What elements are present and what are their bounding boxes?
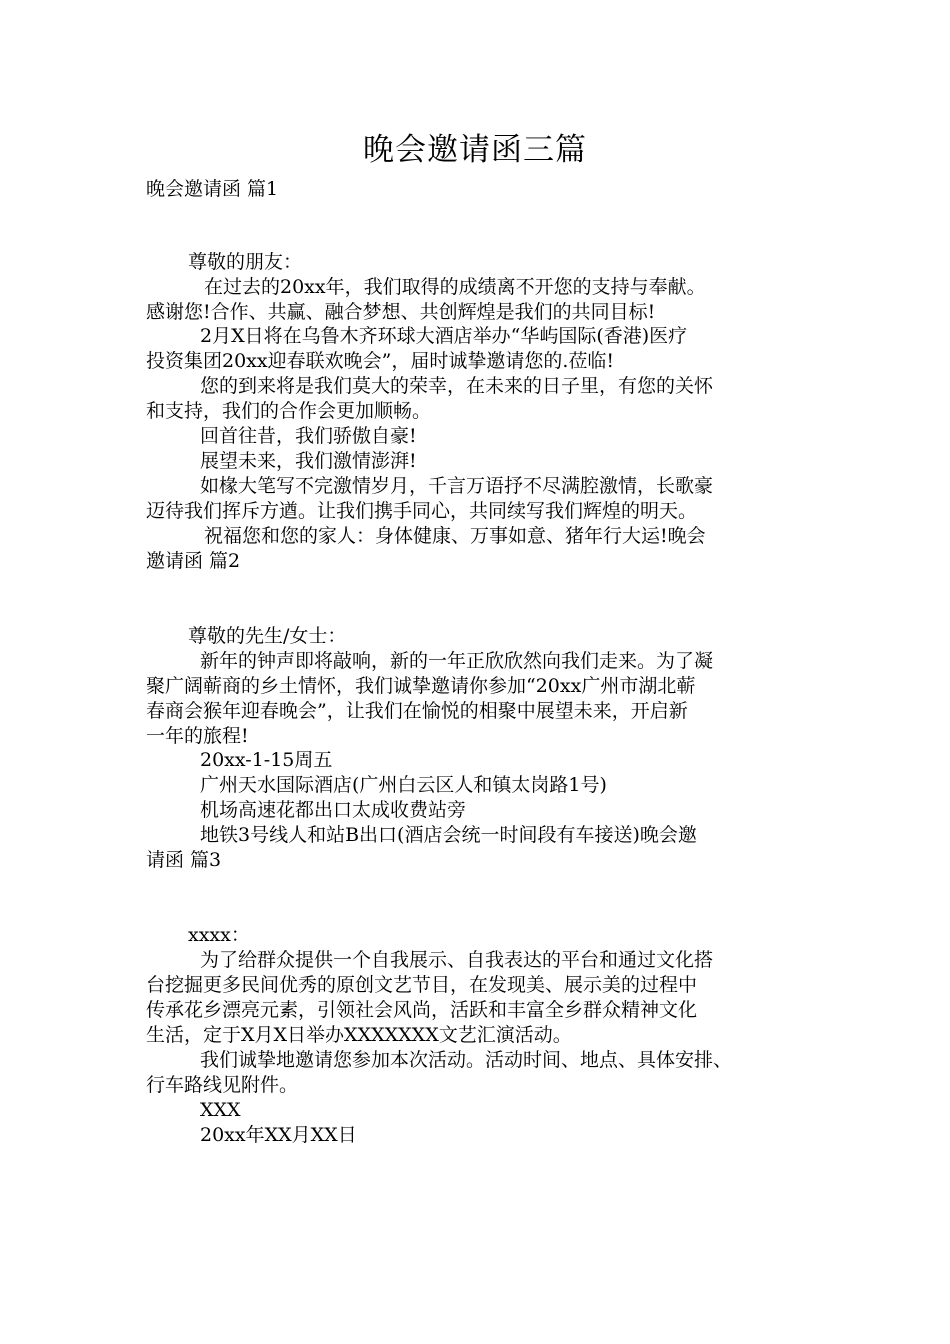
document-title: 晚会邀请函三篇 — [363, 132, 587, 168]
paragraph-line: 祝福您和您的家人：身体健康、万事如意、猪年行大运!晚会 — [204, 525, 706, 547]
paragraph-line: 为了给群众提供一个自我展示、自我表达的平台和通过文化搭 — [200, 949, 714, 971]
event-date: 20xx-1-15周五 — [200, 749, 333, 771]
signature-date: 20xx年XX月XX日 — [200, 1124, 357, 1146]
paragraph-line: 生活，定于X月X日举办XXXXXXX文艺汇演活动。 — [146, 1024, 572, 1046]
paragraph-line: 传承花乡漂亮元素，引领社会风尚，活跃和丰富全乡群众精神文化 — [146, 999, 698, 1021]
paragraph-line: 台挖掘更多民间优秀的原创文艺节目，在发现美、展示美的过程中 — [146, 974, 698, 996]
event-venue: 广州天水国际酒店(广州白云区人和镇太岗路1号) — [200, 774, 607, 796]
event-directions: 机场高速花都出口太成收费站旁 — [200, 799, 467, 821]
letter-3-heading: 请函 篇3 — [146, 849, 222, 871]
paragraph-line: 春商会猴年迎春晚会”，让我们在愉悦的相聚中展望未来，开启新 — [146, 700, 688, 722]
paragraph-line: 如椽大笔写不完激情岁月，千言万语抒不尽满腔激情，长歌豪 — [200, 475, 714, 497]
paragraph-line: 迈待我们挥斥方遒。让我们携手同心，共同续写我们辉煌的明天。 — [146, 500, 698, 522]
signature-name: XXX — [200, 1099, 241, 1121]
letter-2-heading: 邀请函 篇2 — [146, 550, 241, 572]
letter-3-salutation: xxxx： — [188, 924, 250, 946]
event-transit: 地铁3号线人和站B出口(酒店会统一时间段有车接送)晚会邀 — [200, 824, 697, 846]
paragraph-line: 2月X日将在乌鲁木齐环球大酒店举办“华屿国际(香港)医疗 — [200, 325, 688, 347]
paragraph-line: 在过去的20xx年，我们取得的成绩离不开您的支持与奉献。 — [204, 276, 706, 298]
letter-1-heading: 晚会邀请函 篇1 — [146, 178, 279, 200]
paragraph-line: 一年的旅程! — [146, 725, 249, 747]
paragraph-line: 我们诚挚地邀请您参加本次活动。活动时间、地点、具体安排、 — [200, 1049, 733, 1071]
paragraph-line: 展望未来，我们激情澎湃! — [200, 450, 417, 472]
paragraph-line: 行车路线见附件。 — [146, 1074, 299, 1096]
paragraph-line: 和支持，我们的合作会更加顺畅。 — [146, 400, 432, 422]
letter-2-salutation: 尊敬的先生/女士： — [188, 625, 347, 647]
paragraph-line: 投资集团20xx迎春联欢晚会”，届时诚挚邀请您的.莅临! — [146, 350, 614, 372]
letter-1-salutation: 尊敬的朋友： — [188, 251, 303, 273]
paragraph-line: 聚广阔蕲商的乡土情怀，我们诚挚邀请你参加“20xx广州市湖北蕲 — [146, 675, 696, 697]
paragraph-line: 您的到来将是我们莫大的荣幸，在未来的日子里，有您的关怀 — [200, 375, 714, 397]
paragraph-line: 新年的钟声即将敲响，新的一年正欣欣然向我们走来。为了凝 — [200, 650, 714, 672]
paragraph-line: 回首往昔，我们骄傲自豪! — [200, 425, 417, 447]
paragraph-line: 感谢您!合作、共赢、融合梦想、共创辉煌是我们的共同目标! — [146, 301, 656, 323]
